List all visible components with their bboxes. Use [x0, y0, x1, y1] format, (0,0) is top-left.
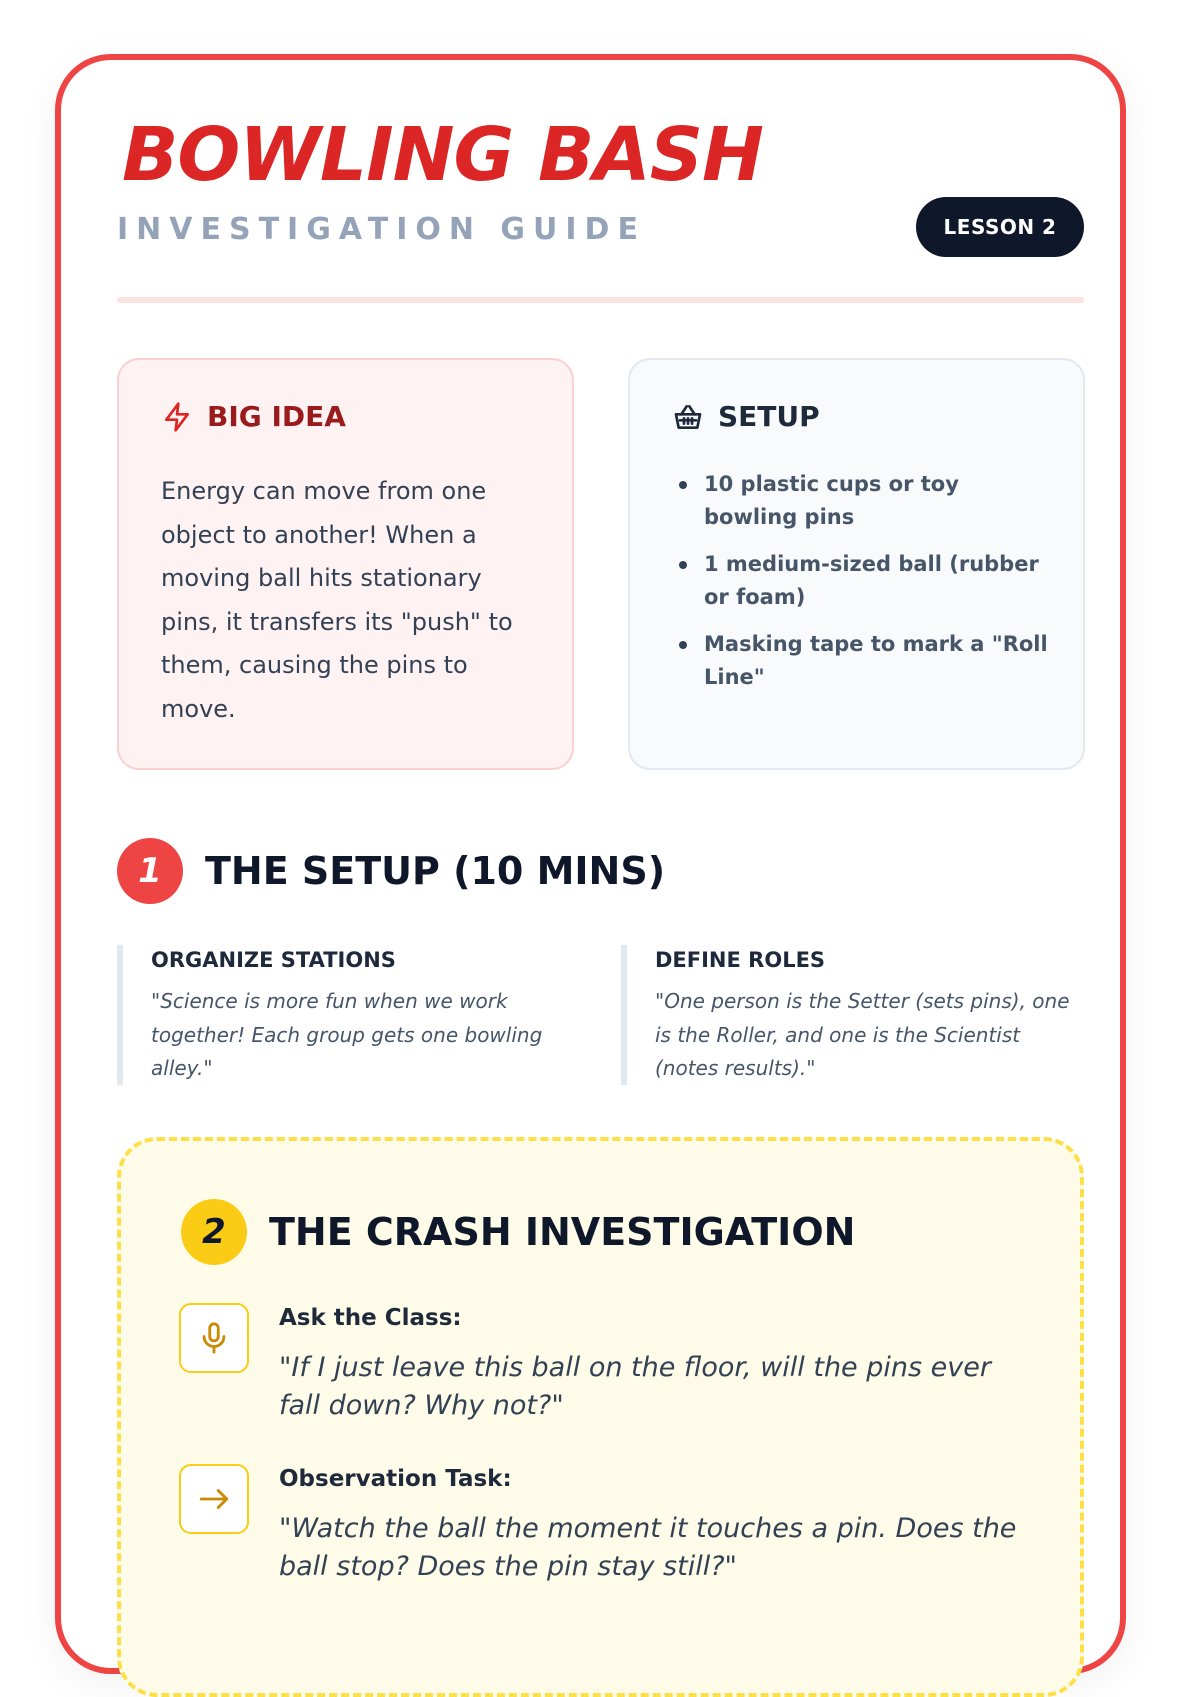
lightning-icon [161, 401, 193, 433]
microphone-icon [197, 1321, 231, 1355]
organize-stations-column [117, 945, 572, 1085]
ask-class-label: Ask the Class: [279, 1305, 462, 1331]
step2-header [181, 1199, 855, 1265]
basket-icon [672, 401, 704, 433]
big-idea-text: Energy can move from one object to another! When a moving ball hits stationary pins, it transfers its "push" to them, causing the pins to move. [161, 477, 513, 723]
column-title: DEFINE ROLES [655, 948, 826, 972]
arrow-right-icon-box [179, 1464, 249, 1534]
setup-list [672, 468, 1057, 708]
ask-class-quote: "If I just leave this ball on the floor, will the pins ever fall down? Why not?" [279, 1352, 991, 1421]
step1-title: THE SETUP (10 MINS) [205, 849, 666, 893]
observation-task-label: Observation Task: [279, 1466, 512, 1492]
page-title: BOWLING BASH [122, 112, 763, 198]
column-quote: "Science is more fun when we work together! Each group gets one bowling alley." [151, 989, 543, 1080]
setup-item: 1 medium-sized ball (rubber or foam) [672, 548, 1057, 614]
define-roles-column [621, 945, 1084, 1085]
big-idea-box [117, 358, 574, 770]
arrow-right-icon [197, 1482, 231, 1516]
page-subtitle: INVESTIGATION GUIDE [117, 212, 646, 247]
step2-title: THE CRASH INVESTIGATION [269, 1210, 856, 1254]
header-divider [117, 297, 1084, 303]
setup-header [672, 400, 820, 433]
step1-columns [117, 945, 1084, 1085]
big-idea-heading: BIG IDEA [207, 400, 346, 433]
column-title: ORGANIZE STATIONS [151, 948, 396, 972]
big-idea-header [161, 400, 346, 433]
step1-number-badge: 1 [117, 838, 183, 904]
crash-investigation-box [117, 1137, 1084, 1697]
observation-task-quote: "Watch the ball the moment it touches a pin. Does the ball stop? Does the pin stay still?" [279, 1513, 1017, 1582]
step2-number-badge: 2 [181, 1199, 247, 1265]
step1-header [117, 838, 665, 904]
lesson-badge: LESSON 2 [916, 197, 1084, 257]
setup-box [628, 358, 1085, 770]
column-quote: "One person is the Setter (sets pins), one is the Roller, and one is the Scientist (notes results)." [655, 989, 1070, 1080]
microphone-icon-box [179, 1303, 249, 1373]
setup-item: 10 plastic cups or toy bowling pins [672, 468, 1057, 534]
setup-heading: SETUP [718, 400, 820, 433]
setup-item: Masking tape to mark a "Roll Line" [672, 628, 1057, 694]
